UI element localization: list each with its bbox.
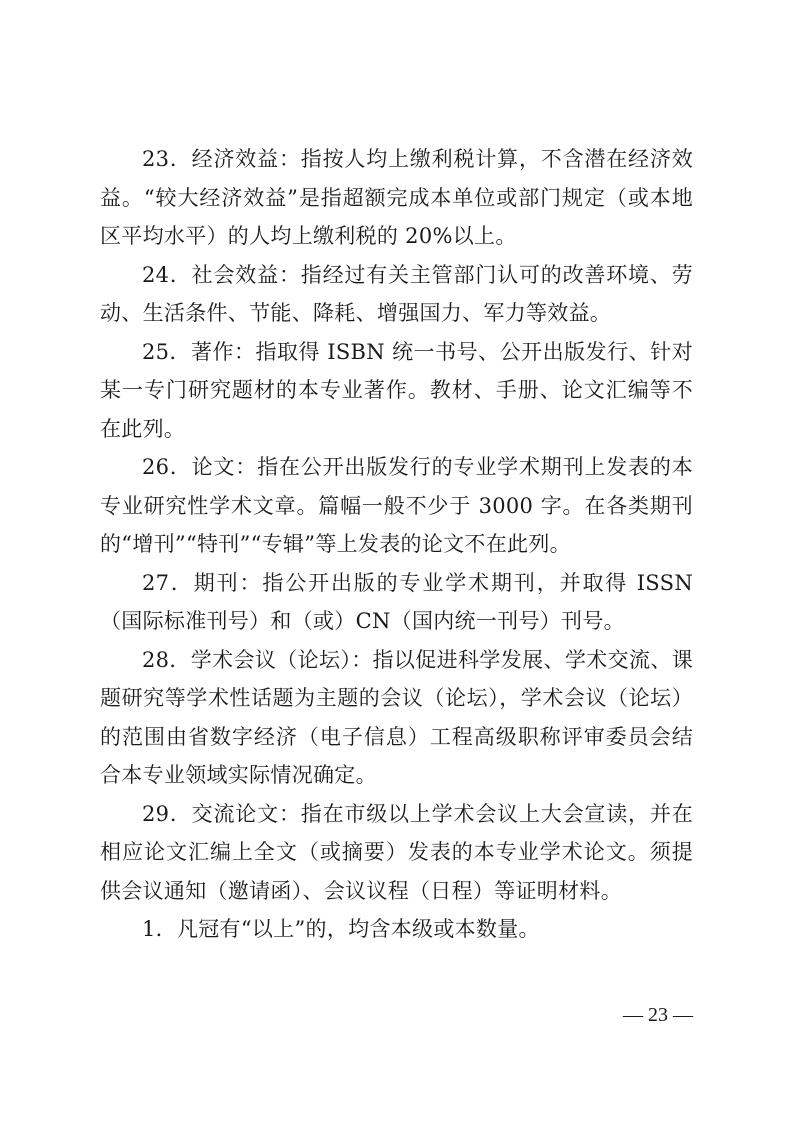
page-number: — 23 —: [623, 1004, 693, 1026]
paragraph-monograph: 25．著作：指取得 ISBN 统一书号、公开出版发行、针对某一专门研究题材的本专业著作。教材、手册、论文汇编等不在此列。: [100, 339, 693, 441]
paragraph-journal: 27．期刊：指公开出版的专业学术期刊，并取得 ISSN（国际标准刊号）和（或）CN（国内统一刊号）刊号。: [100, 570, 693, 633]
document-body: [100, 140, 693, 949]
paragraph-exchange-paper: 29．交流论文：指在市级以上学术会议上大会宣读，并在相应论文汇编上全文（或摘要）发表的本专业学术论文。须提供会议通知（邀请函）、会议议程（日程）等证明材料。: [100, 801, 693, 903]
paragraph-note-above: 1．凡冠有“以上”的，均含本级或本数量。: [142, 917, 540, 941]
paragraph-paper: 26．论文：指在公开出版发行的专业学术期刊上发表的本专业研究性学术文章。篇幅一般不少于 3000 字。在各类期刊的“增刊”“特刊”“专辑”等上发表的论文不在此列。: [100, 455, 693, 556]
paragraph-social-benefit: 24．社会效益：指经过有关主管部门认可的改善环境、劳动、生活条件、节能、降耗、增强国力、军力等效益。: [100, 262, 693, 325]
paragraph-academic-conference: 28．学术会议（论坛）：指以促进科学发展、学术交流、课题研究等学术性话题为主题的会议（论坛），学术会议（论坛）的范围由省数字经济（电子信息）工程高级职称评审委员会结合本专业领域实际情况确定。: [100, 647, 693, 787]
paragraph-economic-benefit: 23．经济效益：指按人均上缴利税计算，不含潜在经济效益。“较大经济效益”是指超额完成本单位或部门规定（或本地区平均水平）的人均上缴利税的 20%以上。: [100, 147, 693, 248]
